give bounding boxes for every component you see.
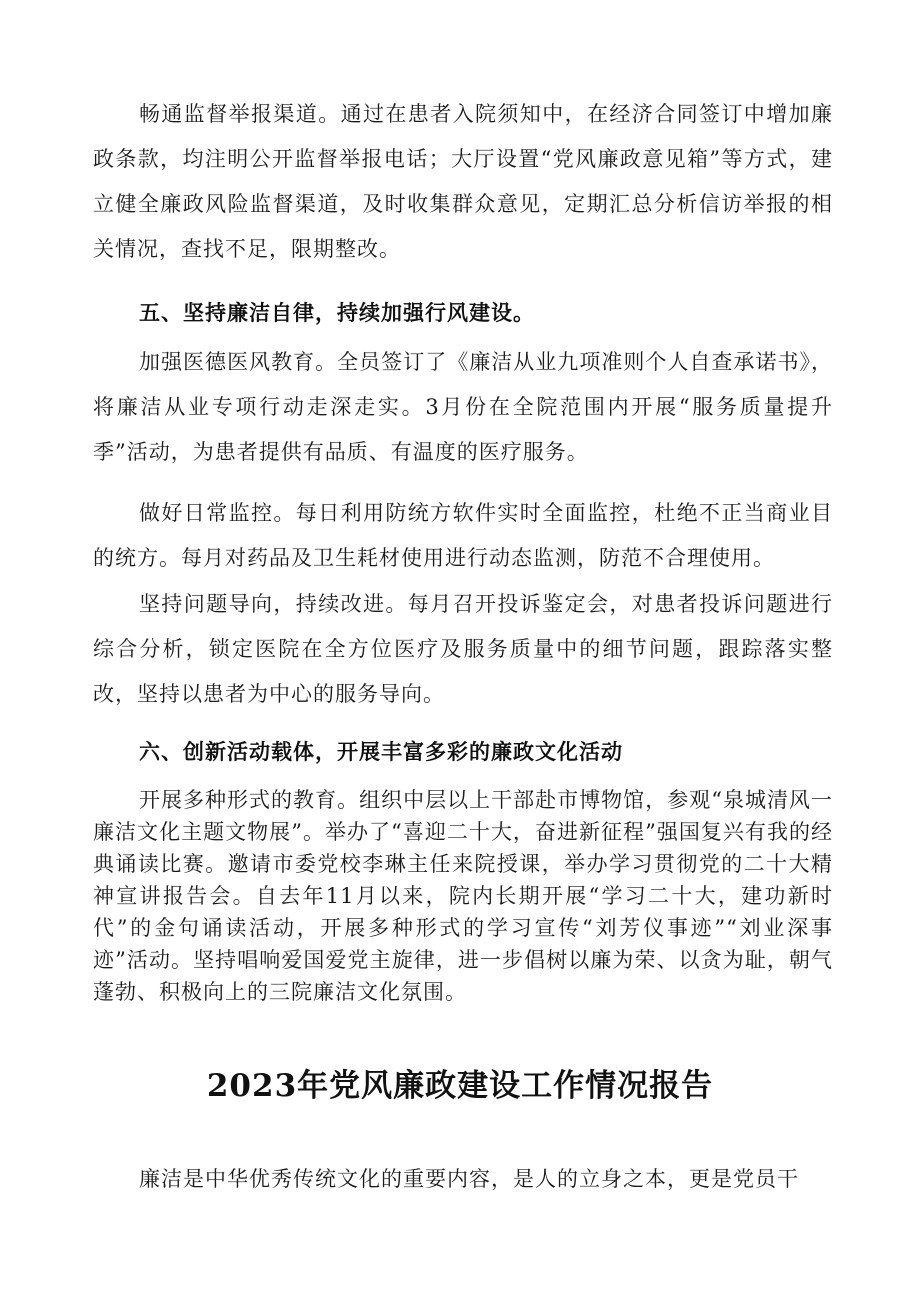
paragraph-medical-ethics-education: 加强医德医风教育。全员签订了《廉洁从业九项准则个人自查承诺书》，将廉洁从业专项行动走深走实。3月份在全院范围内开展“服务质量提升季”活动，为患者提供有品质、有温度的医疗服务。 [93,350,833,464]
paragraph-daily-monitoring: 做好日常监控。每日利用防统方软件实时全面监控，杜绝不正当商业目的统方。每月对药品及卫生耗材使用进行动态监测，防范不合理使用。 [93,501,833,570]
report-title: 2023年党风廉政建设工作情况报告 [206,1068,714,1104]
section-heading-five: 五、坚持廉洁自律，持续加强行风建设。 [139,301,535,325]
paragraph-problem-orientation: 坚持问题导向，持续改进。每月召开投诉鉴定会，对患者投诉问题进行综合分析，锁定医院在全方位医疗及服务质量中的细节问题，跟踪落实整改，坚持以患者为中心的服务导向。 [93,592,833,706]
paragraph-education-activities: 开展多种形式的教育。组织中层以上干部赴市博物馆，参观“泉城清风一廉洁文化主题文物展”。举办了“喜迎二十大，奋进新征程”强国复兴有我的经典诵读比赛。邀请市委党校李琳主任来院授课，举办学习贯彻党的二十大精神宣讲报告会。自去年11月以来，院内长期开展“学习二十大，建功新时代”的金句诵读活动，开展多种形式的学习宣传“刘芳仪事迹”“刘业深事迹”活动。坚持唱响爱国爱党主旋律，进一步倡树以廉为荣、以贪为耻，朝气蓬勃、积极向上的三院廉洁文化氛围。 [93,788,833,1004]
section-heading-six: 六、创新活动载体，开展丰富多彩的廉政文化活动 [139,740,623,764]
paragraph-supervision-channels: 畅通监督举报渠道。通过在患者入院须知中，在经济合同签订中增加廉政条款，均注明公开监督举报电话；大厅设置“党风廉政意见箱”等方式，建立健全廉政风险监督渠道，及时收集群众意见，定期汇总分析信访举报的相关情况，查找不足，限期整改。 [93,102,833,261]
paragraph-report-intro: 廉洁是中华优秀传统文化的重要内容，是人的立身之本，更是党员干 [139,1167,799,1191]
